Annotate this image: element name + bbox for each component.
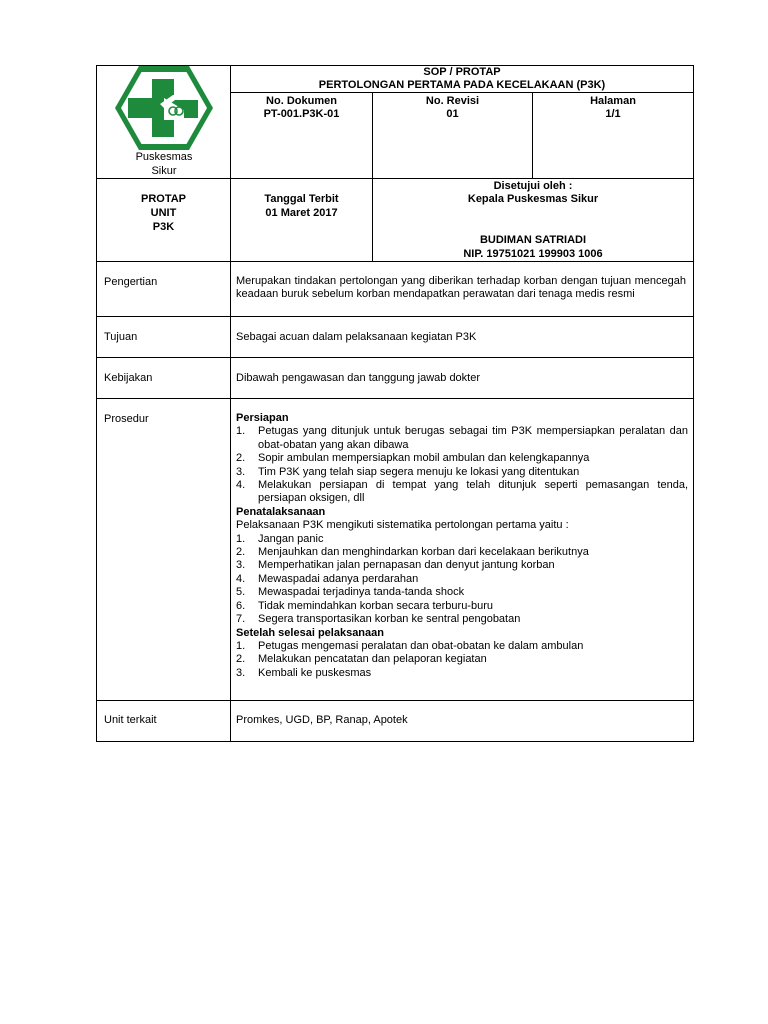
persiapan-list (236, 425, 688, 505)
penatalaksanaan-list (236, 533, 688, 627)
puskesmas-logo-icon (113, 64, 215, 152)
tanggal-terbit-value: 01 Maret 2017 (265, 207, 338, 219)
tujuan-text: Sebagai acuan dalam pelaksanaan kegiatan P3K (236, 331, 477, 343)
persiapan-title: Persiapan (236, 412, 289, 424)
row-line-protap (96, 261, 694, 262)
list-item: 4. Mewaspadai adanya perdarahan (236, 572, 419, 585)
signer-nip: NIP. 19751021 199903 1006 (463, 248, 603, 260)
prosedur-content (236, 412, 688, 680)
list-item: 2. Menjauhkan dan menghindarkan korban dari kecelakaan berikutnya (236, 546, 589, 559)
tanggal-terbit-label: Tanggal Terbit (264, 193, 339, 205)
row-line-prosedur (96, 700, 694, 701)
halaman-label: Halaman (590, 95, 636, 107)
tujuan-label: Tujuan (104, 331, 138, 343)
list-item: 2. Sopir ambulan mempersiapkan mobil ambulan dan kelengkapannya (236, 452, 590, 465)
setelah-list (236, 640, 688, 680)
list-item: 3. Kembali ke puskesmas (236, 666, 372, 679)
protap-line-2: UNIT (150, 207, 177, 219)
table-border-right (693, 65, 694, 742)
pengertian-text: Merupakan tindakan pertolongan yang diberikan terhadap korban dengan tujuan mencegah keadaan buruk sebelum korban mendapatkan perawatan dari tenaga medis resmi (236, 275, 686, 300)
approved-label: Disetujui oleh : (493, 180, 573, 192)
protap-line-3: P3K (152, 221, 175, 233)
approved-by-title: Kepala Puskesmas Sikur (467, 193, 599, 205)
prosedur-label: Prosedur (104, 413, 149, 425)
org-name: Puskesmas (135, 151, 193, 163)
setelah-title: Setelah selesai pelaksanaan (236, 626, 384, 639)
org-location: Sikur (151, 165, 177, 177)
column-divider (230, 65, 231, 742)
protap-line-1: PROTAP (140, 193, 187, 205)
table-border-bottom (96, 741, 694, 742)
list-item: 7. Segera transportasikan korban ke sentral pengobatan (236, 613, 521, 626)
pengertian-label: Pengertian (104, 276, 158, 288)
penatalaksanaan-intro: Pelaksanaan P3K mengikuti sistematika pertolongan pertama yaitu : (236, 519, 569, 532)
kebijakan-label: Kebijakan (104, 372, 153, 384)
doc-title: PERTOLONGAN PERTAMA PADA KECELAKAAN (P3K) (318, 79, 606, 91)
row-line-pengertian (96, 316, 694, 317)
halaman-value: 1/1 (605, 108, 621, 120)
unit-terkait-text: Promkes, UGD, BP, Ranap, Apotek (236, 714, 408, 726)
list-item: 6. Tidak memindahkan korban secara terburu-buru (236, 599, 493, 612)
logo-cross-horizontal (128, 98, 198, 118)
row-line-kebijakan (96, 398, 694, 399)
list-item: 1. Petugas yang ditunjuk untuk berugas sebagai tim P3K mempersiapkan peralatan dan obat-obatan yang akan dibawa (236, 425, 688, 451)
list-item: 3. Memperhatikan jalan pernapasan dan denyut jantung korban (236, 559, 555, 572)
list-item: 2. Melakukan pencatatan dan pelaporan kegiatan (236, 653, 487, 666)
title-divider (230, 92, 694, 93)
no-revisi-value: 01 (446, 108, 459, 120)
list-item: 1. Petugas mengemasi peralatan dan obat-obatan ke dalam ambulan (236, 639, 584, 652)
no-revisi-label: No. Revisi (425, 95, 480, 107)
row-line-tujuan (96, 357, 694, 358)
no-dokumen-label: No. Dokumen (266, 95, 337, 107)
no-dokumen-value: PT-001.P3K-01 (263, 108, 340, 120)
list-item: 1. Jangan panic (236, 532, 324, 545)
list-item: 5. Mewaspadai terjadinya tanda-tanda shock (236, 586, 465, 599)
table-border-left (96, 65, 97, 742)
signer-name: BUDIMAN SATRIADI (479, 234, 587, 246)
row-line-header (96, 178, 694, 179)
kebijakan-text: Dibawah pengawasan dan tanggung jawab dokter (236, 372, 481, 384)
list-item: 3. Tim P3K yang telah siap segera menuju ke lokasi yang ditentukan (236, 465, 580, 478)
list-item: 4. Melakukan persiapan di tempat yang telah ditunjuk seperti pemasangan tenda, persiapan oksigen, dll (236, 479, 688, 505)
doc-type: SOP / PROTAP (423, 66, 501, 78)
unit-terkait-label: Unit terkait (104, 714, 157, 726)
penatalaksanaan-title: Penatalaksanaan (236, 505, 326, 518)
